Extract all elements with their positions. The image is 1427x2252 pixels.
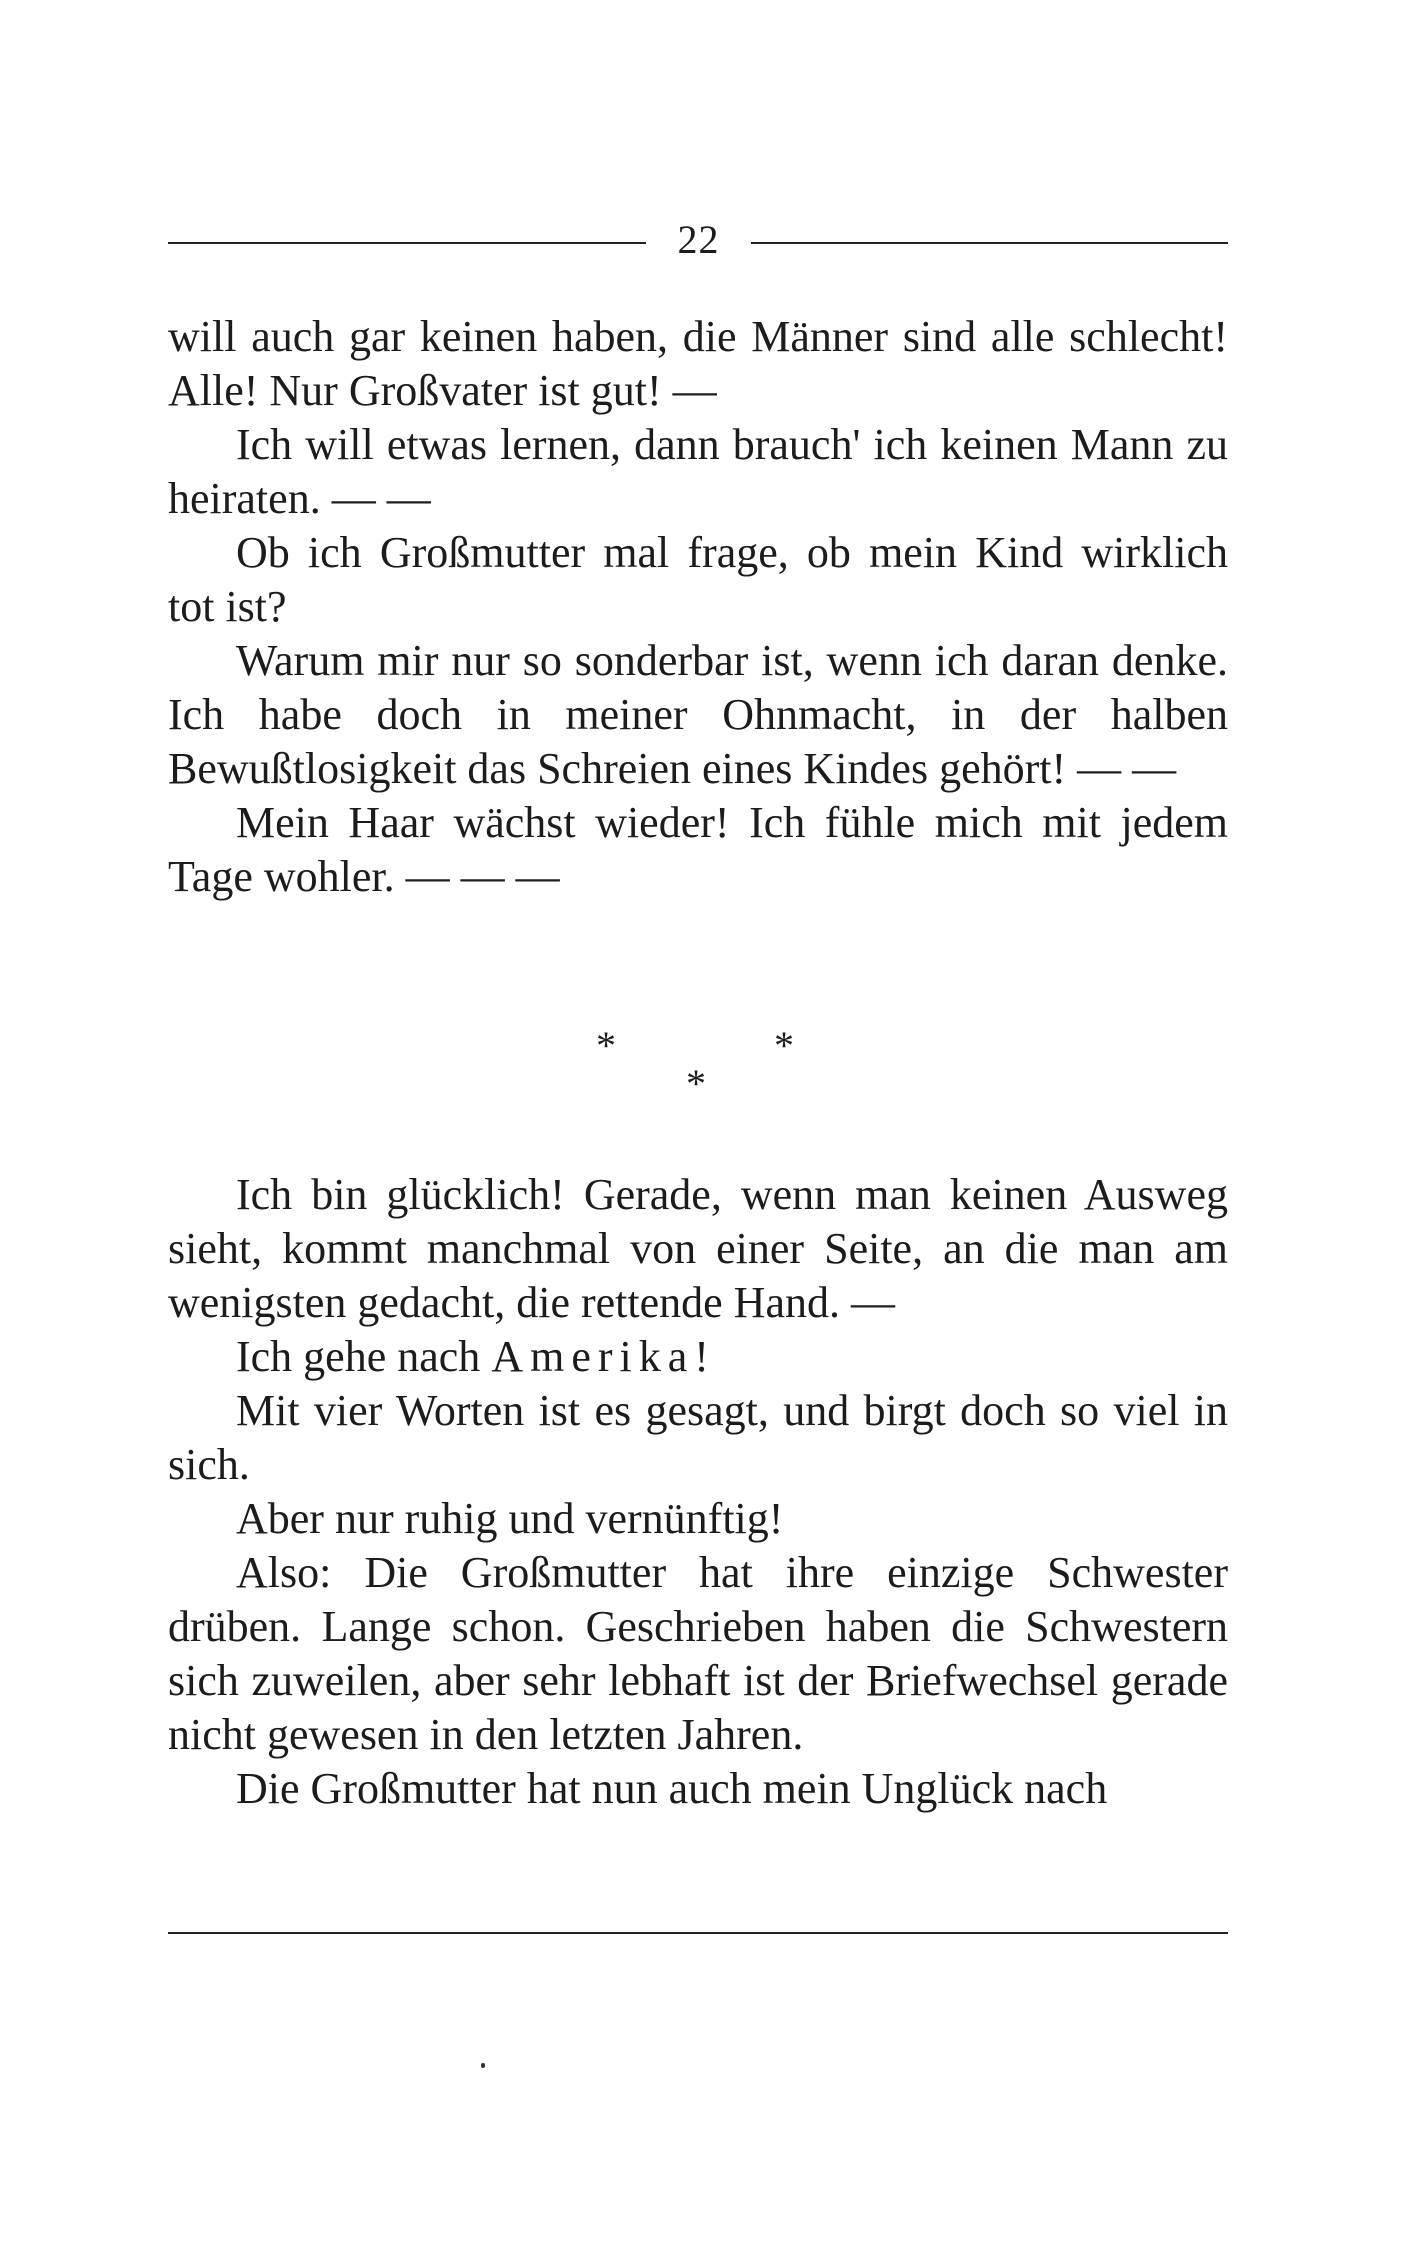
paragraph: Die Großmutter hat nun auch mein Unglück nach (236, 1764, 1108, 1813)
asterisk: * (774, 1023, 794, 1068)
paragraph-suffix: ! (694, 1332, 709, 1381)
section-break-asterisks (568, 1020, 828, 1120)
page-number: 22 (677, 217, 720, 262)
asterisk: * (596, 1023, 616, 1068)
paragraph-amerika (168, 1330, 1228, 1384)
header-rule-right (751, 242, 1228, 244)
footer-rule (168, 1932, 1228, 1934)
paragraph: Ob ich Großmutter mal frage, ob mein Kind wirklich tot ist? (168, 528, 1228, 631)
paragraph: Aber nur ruhig und vernünftig! (236, 1494, 784, 1543)
asterisk: * (686, 1061, 706, 1106)
text-block-bottom (168, 1168, 1228, 1816)
text-block-top (168, 310, 1228, 904)
paragraph: Ich bin glücklich! Gerade, wenn man keinen Ausweg sieht, kommt manchmal von einer Seite, an die man am wenigsten gedacht, die rettende Hand. — (168, 1170, 1228, 1327)
paragraph: Warum mir nur so sonderbar ist, wenn ich daran denke. Ich habe doch in meiner Ohnmacht, in der halben Bewußtlosigkeit das Schreien eines Kindes gehört! — — (168, 636, 1228, 793)
paragraph: Mein Haar wächst wieder! Ich fühle mich mit jedem Tage wohler. — — — (168, 798, 1228, 901)
spaced-emphasis-word: Amerika (491, 1332, 695, 1381)
header-rule-left (168, 242, 646, 244)
paragraph-prefix: Ich gehe nach (236, 1332, 492, 1381)
paragraph: Also: Die Großmutter hat ihre einzige Schwester drüben. Lange schon. Geschrieben haben die Schwestern sich zuweilen, aber sehr lebhaft ist der Briefwechsel gerade nicht gewesen in den letzten Jahren. (168, 1548, 1228, 1759)
paragraph: Mit vier Worten ist es gesagt, und birgt doch so viel in sich. (168, 1386, 1228, 1489)
paragraph-continuation: will auch gar keinen haben, die Männer sind alle schlecht! Alle! Nur Großvater ist gut! — (168, 312, 1228, 415)
page-header (168, 210, 1228, 270)
ink-speck (481, 2063, 485, 2068)
paragraph: Ich will etwas lernen, dann brauch' ich keinen Mann zu heiraten. — — (168, 420, 1228, 523)
